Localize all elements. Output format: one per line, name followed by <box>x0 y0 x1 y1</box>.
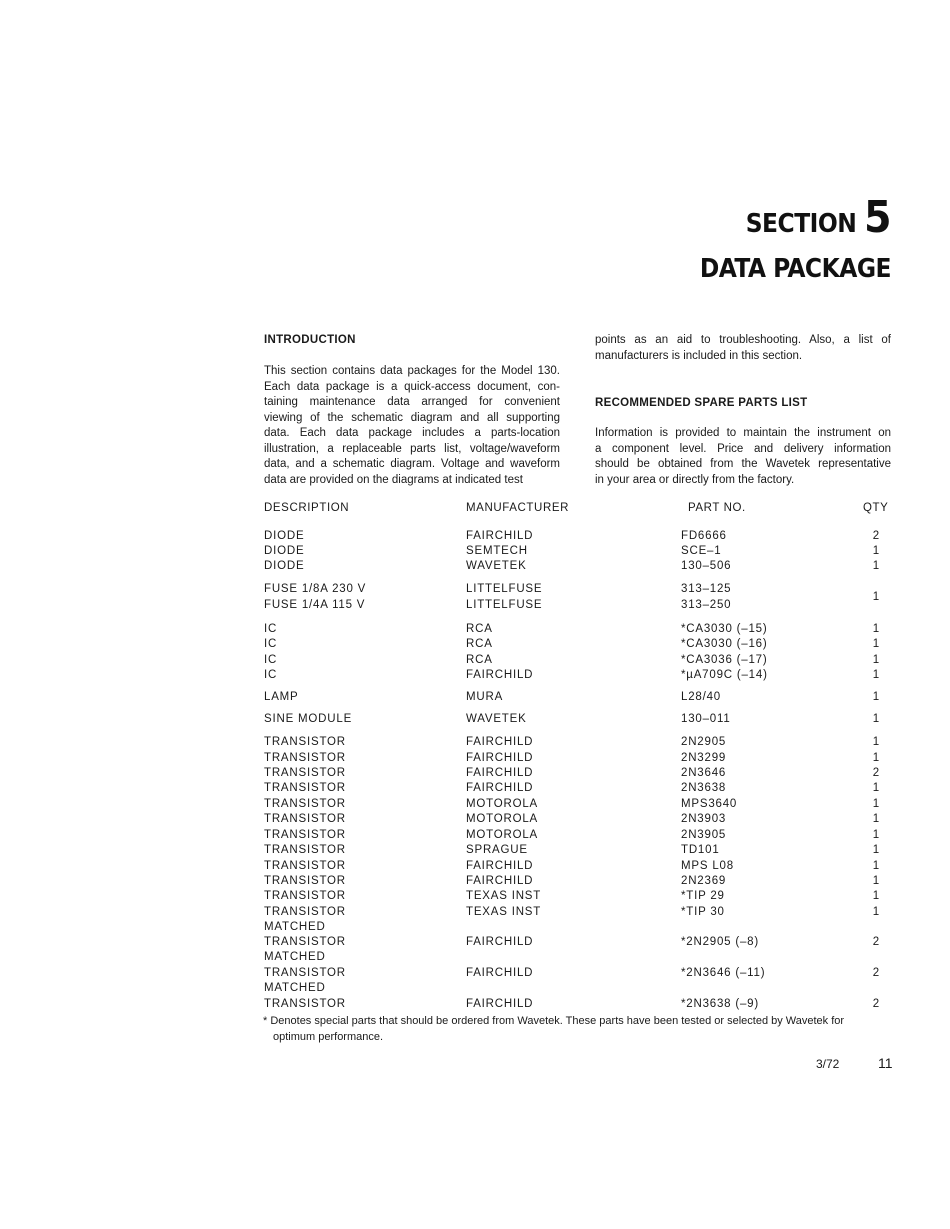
row-part-no: 313–250 <box>681 599 732 611</box>
row-qty: 1 <box>872 844 880 856</box>
row-description: TRANSISTOR <box>264 906 346 918</box>
row-part-no: *TIP 29 <box>681 890 725 902</box>
row-qty: 2 <box>872 967 880 979</box>
row-qty: 1 <box>872 623 880 635</box>
row-manufacturer: FAIRCHILD <box>466 998 534 1010</box>
row-manufacturer: FAIRCHILD <box>466 936 534 948</box>
row-qty: 1 <box>872 545 880 557</box>
spare-parts-text <box>595 426 891 488</box>
row-qty: 2 <box>872 767 880 779</box>
introduction-heading: INTRODUCTION <box>264 334 356 346</box>
row-manufacturer: SEMTECH <box>466 545 528 557</box>
text-line: taining maintenance data arranged for convenient <box>264 396 560 408</box>
column-header-part-no: PART NO. <box>688 502 746 514</box>
row-part-no: 2N3638 <box>681 782 727 794</box>
text-line: in your area or directly from the factory. <box>595 473 795 486</box>
row-manufacturer: FAIRCHILD <box>466 860 534 872</box>
row-manufacturer: FAIRCHILD <box>466 530 534 542</box>
row-manufacturer: LITTELFUSE <box>466 599 543 611</box>
row-description: TRANSISTOR <box>264 752 346 764</box>
row-qty: 1 <box>872 691 880 703</box>
introduction-text <box>264 364 560 488</box>
row-manufacturer: MURA <box>466 691 504 703</box>
row-description: DIODE <box>264 545 305 557</box>
row-manufacturer: FAIRCHILD <box>466 669 534 681</box>
row-description: IC <box>264 654 278 666</box>
text-line: data, and a schematic diagram. Voltage and waveform <box>264 458 560 470</box>
row-part-no: *CA3036 (–17) <box>681 654 768 666</box>
row-part-no: 313–125 <box>681 583 732 595</box>
text-line: data. Each data package includes a parts-location <box>264 427 560 439</box>
row-manufacturer: TEXAS INST <box>466 906 542 918</box>
row-qty: 1 <box>872 669 880 681</box>
row-qty: 1 <box>872 560 880 572</box>
row-description: TRANSISTOR <box>264 936 346 948</box>
row-qty: 1 <box>872 875 880 887</box>
row-qty: 1 <box>872 654 880 666</box>
section-title: DATA PACKAGE <box>699 254 891 284</box>
text-line: Information is provided to maintain the instrument on <box>595 427 891 439</box>
text-line: viewing of the schematic diagram and all supporting <box>264 411 560 424</box>
row-part-no: 2N2369 <box>681 875 727 887</box>
row-qty: 1 <box>872 782 880 794</box>
row-qty: 1 <box>872 736 880 748</box>
row-manufacturer: FAIRCHILD <box>466 752 534 764</box>
row-description: TRANSISTOR <box>264 860 346 872</box>
row-description: TRANSISTOR <box>264 890 346 902</box>
row-description: MATCHED <box>264 921 326 933</box>
row-part-no: 2N2905 <box>681 736 727 748</box>
row-description: DIODE <box>264 560 305 572</box>
row-qty: 1 <box>872 638 880 650</box>
row-manufacturer: RCA <box>466 638 493 650</box>
row-description: MATCHED <box>264 951 326 963</box>
row-description: TRANSISTOR <box>264 844 346 856</box>
row-manufacturer: MOTOROLA <box>466 798 539 810</box>
row-manufacturer: TEXAS INST <box>466 890 542 902</box>
row-qty: 1 <box>872 713 880 725</box>
section-number: 5 <box>863 192 891 243</box>
row-manufacturer: FAIRCHILD <box>466 875 534 887</box>
text-line: This section contains data packages for the Model 130. <box>264 365 560 377</box>
row-part-no: *2N3638 (–9) <box>681 998 760 1010</box>
row-part-no: *2N2905 (–8) <box>681 936 760 948</box>
row-description: TRANSISTOR <box>264 798 346 810</box>
row-part-no: *CA3030 (–16) <box>681 638 768 650</box>
row-description: TRANSISTOR <box>264 967 346 979</box>
column-header-manufacturer: MANUFACTURER <box>466 502 570 514</box>
row-part-no: *TIP 30 <box>681 906 725 918</box>
row-qty: 1 <box>872 798 880 810</box>
introduction-continued-text <box>595 333 891 364</box>
row-qty: 1 <box>872 752 880 764</box>
row-description: SINE MODULE <box>264 713 353 725</box>
page-date: 3/72 <box>816 1057 840 1071</box>
text-line: a component level. Price and delivery information <box>595 442 891 455</box>
row-part-no: *µA709C (–14) <box>681 669 768 681</box>
row-part-no: MPS3640 <box>681 798 738 810</box>
row-manufacturer: RCA <box>466 623 493 635</box>
row-part-no: SCE–1 <box>681 545 722 557</box>
row-qty: 1 <box>872 890 880 902</box>
row-part-no: FD6666 <box>681 530 727 542</box>
row-description: IC <box>264 623 278 635</box>
row-description: DIODE <box>264 530 305 542</box>
row-qty: 1 <box>872 906 880 918</box>
row-manufacturer: WAVETEK <box>466 713 527 725</box>
row-description: TRANSISTOR <box>264 813 346 825</box>
row-qty: 1 <box>872 829 880 841</box>
text-line: should be obtained from the Wavetek representative <box>595 458 891 470</box>
row-description: FUSE 1/4A 115 V <box>264 599 366 611</box>
row-manufacturer: FAIRCHILD <box>466 967 534 979</box>
row-qty: 2 <box>872 998 880 1010</box>
footnote <box>263 1014 893 1045</box>
text-line: Each data package is a quick-access document, con- <box>264 380 560 393</box>
text-line: data are provided on the diagrams at indicated test <box>264 473 523 486</box>
row-description: TRANSISTOR <box>264 767 346 779</box>
row-part-no: TD101 <box>681 844 720 856</box>
row-manufacturer: FAIRCHILD <box>466 782 534 794</box>
section-label: SECTION <box>745 209 857 239</box>
row-description: FUSE 1/8A 230 V <box>264 583 367 595</box>
row-part-no: 2N3646 <box>681 767 727 779</box>
row-part-no: 130–506 <box>681 560 732 572</box>
row-part-no: *CA3030 (–15) <box>681 623 768 635</box>
spare-parts-heading: RECOMMENDED SPARE PARTS LIST <box>595 397 808 409</box>
row-qty: 1 <box>872 591 880 603</box>
section-heading <box>600 192 891 243</box>
row-part-no: L28/40 <box>681 691 721 703</box>
row-part-no: 2N3299 <box>681 752 727 764</box>
row-description: IC <box>264 669 278 681</box>
row-part-no: MPS L08 <box>681 860 734 872</box>
footnote-line: optimum performance. <box>273 1030 384 1043</box>
row-qty: 2 <box>872 936 880 948</box>
text-line: illustration, a replaceable parts list, voltage/waveform <box>264 442 560 455</box>
row-manufacturer: WAVETEK <box>466 560 527 572</box>
footnote-line: * Denotes special parts that should be ordered from Wavetek. These parts have been tested or selected by Wavetek for <box>263 1015 845 1027</box>
column-header-qty: QTY <box>863 502 889 514</box>
row-qty: 2 <box>872 530 880 542</box>
row-manufacturer: MOTOROLA <box>466 813 539 825</box>
row-description: TRANSISTOR <box>264 829 346 841</box>
row-qty: 1 <box>872 860 880 872</box>
column-header-description: DESCRIPTION <box>264 502 350 514</box>
row-manufacturer: FAIRCHILD <box>466 736 534 748</box>
row-description: TRANSISTOR <box>264 875 346 887</box>
row-description: TRANSISTOR <box>264 736 346 748</box>
row-manufacturer: RCA <box>466 654 493 666</box>
row-description: TRANSISTOR <box>264 998 346 1010</box>
row-manufacturer: SPRAGUE <box>466 844 528 856</box>
row-description: IC <box>264 638 278 650</box>
page-number: 11 <box>878 1055 893 1071</box>
row-manufacturer: LITTELFUSE <box>466 583 543 595</box>
row-part-no: 2N3903 <box>681 813 727 825</box>
text-line: manufacturers is included in this section. <box>595 349 803 362</box>
row-part-no: 2N3905 <box>681 829 727 841</box>
row-qty: 1 <box>872 813 880 825</box>
row-manufacturer: FAIRCHILD <box>466 767 534 779</box>
row-description: LAMP <box>264 691 299 703</box>
row-part-no: *2N3646 (–11) <box>681 967 766 979</box>
row-manufacturer: MOTOROLA <box>466 829 539 841</box>
text-line: points as an aid to troubleshooting. Also, a list of <box>595 334 891 346</box>
row-part-no: 130–011 <box>681 713 731 725</box>
row-description: TRANSISTOR <box>264 782 346 794</box>
row-description: MATCHED <box>264 982 326 994</box>
